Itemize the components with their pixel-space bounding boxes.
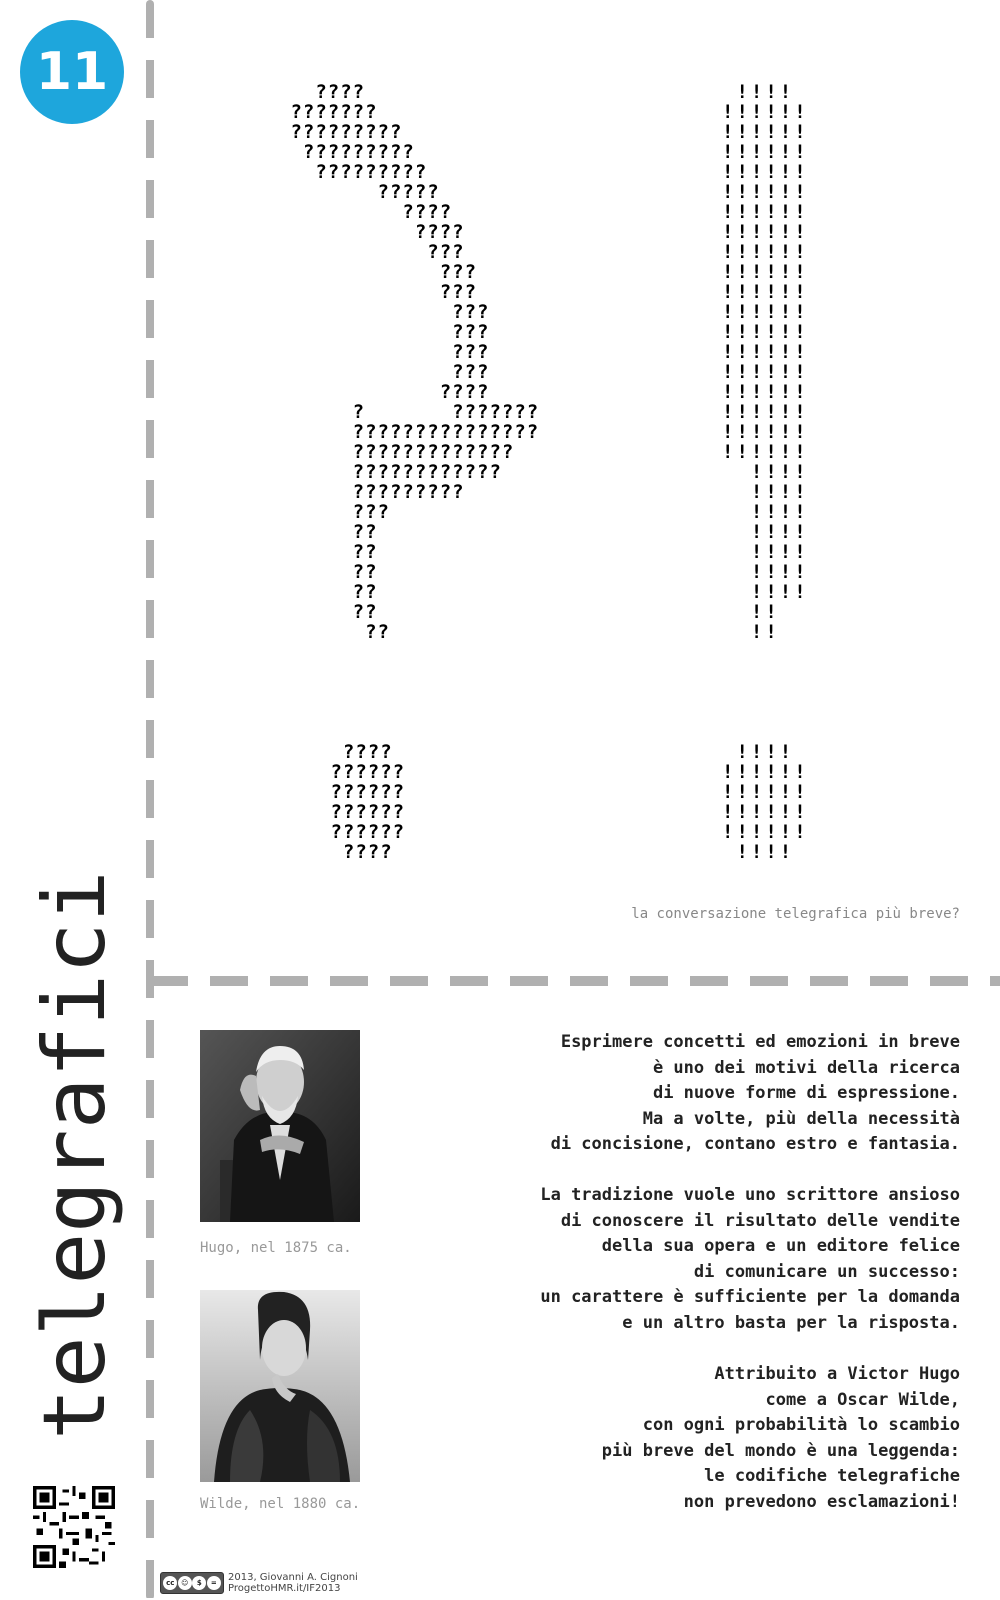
qr-code[interactable] [33, 1486, 115, 1568]
question-mark-art: ???? ??????? ????????? ????????? ????????? ????? ???? ???? ??? ??? ??? ??? ??? ??? ??? ???? ? ??????? ??????????????? ????????????? ???????????? ????????? ??? ?? ?? ?? ?? ?? ?? [290, 81, 540, 643]
paragraph-tradition: La tradizione vuole uno scrittore ansioso di conoscere il risultato delle vendite della sua opera e un editore felice di comunicare un successo: un carattere è sufficiente per la domanda e un altro basta per la risposta. [540, 1185, 960, 1333]
page-number: 11 [35, 42, 109, 102]
hugo-portrait [200, 1030, 360, 1222]
vertical-dashed-divider [146, 0, 154, 1600]
paragraph-intro: Esprimere concetti ed emozioni in breve è uno dei motivi della ricerca di nuove forme di espressione. Ma a volte, più della necessità di concisione, contano estro e fantasia. [550, 1032, 960, 1154]
credit-url: ProgettoHMR.it/IF2013 [228, 1583, 341, 1594]
exclamation-mark-dot-art: !!!! !!!!!! !!!!!! !!!!!! !!!!!! !!!! [722, 741, 809, 863]
question-mark-dot-art: ???? ?????? ?????? ?????? ?????? ???? [330, 741, 406, 863]
side-title: telegrafici [25, 870, 125, 1440]
horizontal-dashed-divider [150, 976, 1000, 986]
wilde-caption: Wilde, nel 1880 ca. [200, 1496, 361, 1512]
art-caption: la conversazione telegrafica più breve? [631, 906, 960, 922]
paragraph-attribution: Attribuito a Victor Hugo come a Oscar Wilde, con ogni probabilità lo scambio più breve del mondo è una leggenda: le codifiche telegrafiche non prevedono esclamazioni! [601, 1364, 960, 1512]
nd-icon: = [207, 1576, 221, 1590]
credit-author: 2013, Giovanni A. Cignoni [228, 1572, 358, 1583]
cc-icon: cc [163, 1576, 177, 1590]
page-number-badge [20, 20, 124, 124]
credit [228, 1572, 358, 1594]
exclamation-mark-art: !!!! !!!!!! !!!!!! !!!!!! !!!!!! !!!!!! !!!!!! !!!!!! !!!!!! !!!!!! !!!!!! !!!!!! !!!!!! !!!!!! !!!!!! !!!!!! !!!!!! !!!!!! !!!!!! !!!! !!!! !!!! !!!! !!!! !!!! !!!! !! !! [722, 81, 809, 643]
by-icon: ☺ [178, 1576, 192, 1590]
nc-icon: $ [192, 1576, 206, 1590]
wilde-portrait [200, 1290, 360, 1482]
hugo-caption: Hugo, nel 1875 ca. [200, 1240, 352, 1256]
license-badge[interactable] [160, 1572, 224, 1594]
